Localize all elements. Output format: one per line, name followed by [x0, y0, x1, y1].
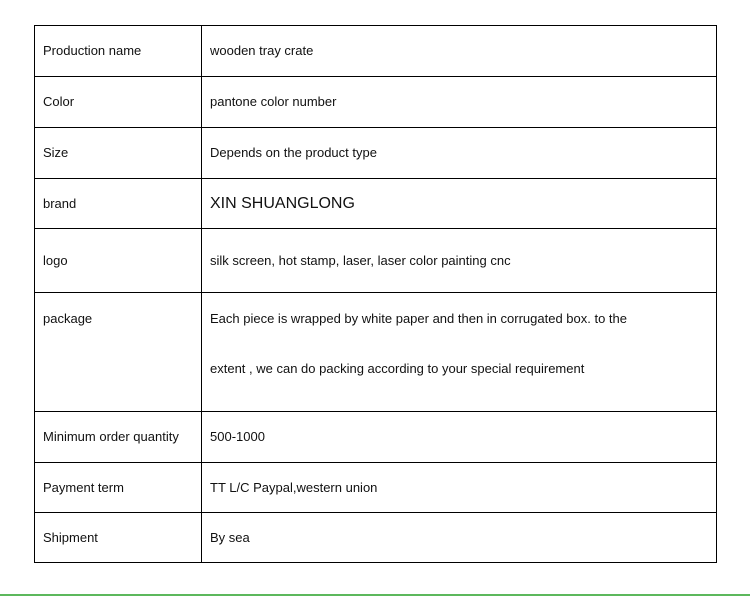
row-label: Payment term	[35, 463, 202, 513]
product-spec-table	[34, 25, 717, 563]
bottom-divider	[0, 594, 750, 596]
row-value: wooden tray crate	[202, 26, 717, 77]
table-row-payment-term	[35, 463, 717, 513]
row-value: pantone color number	[202, 77, 717, 128]
row-value: TT L/C Paypal,western union	[202, 463, 717, 513]
table-row-production-name	[35, 26, 717, 77]
row-value: silk screen, hot stamp, laser, laser color painting cnc	[202, 229, 717, 293]
table-row-logo	[35, 229, 717, 293]
row-value: 500-1000	[202, 412, 717, 463]
row-value: Depends on the product type	[202, 128, 717, 179]
row-label: logo	[35, 229, 202, 293]
table-row-package	[35, 293, 717, 412]
row-label: Size	[35, 128, 202, 179]
table-row-color	[35, 77, 717, 128]
row-label: Minimum order quantity	[35, 412, 202, 463]
row-label: Production name	[35, 26, 202, 77]
table-row-shipment	[35, 513, 717, 563]
row-label: package	[35, 293, 202, 412]
row-label: Shipment	[35, 513, 202, 563]
row-value	[202, 293, 717, 412]
row-value: By sea	[202, 513, 717, 563]
table-row-brand	[35, 179, 717, 229]
row-value: XIN SHUANGLONG	[202, 179, 717, 229]
table-row-minimum-order-quantity	[35, 412, 717, 463]
row-label: Color	[35, 77, 202, 128]
table-row-size	[35, 128, 717, 179]
package-text-line: Each piece is wrapped by white paper and then in corrugated box. to the	[210, 311, 627, 326]
package-text-line: extent , we can do packing according to your special requirement	[210, 361, 585, 376]
row-label: brand	[35, 179, 202, 229]
